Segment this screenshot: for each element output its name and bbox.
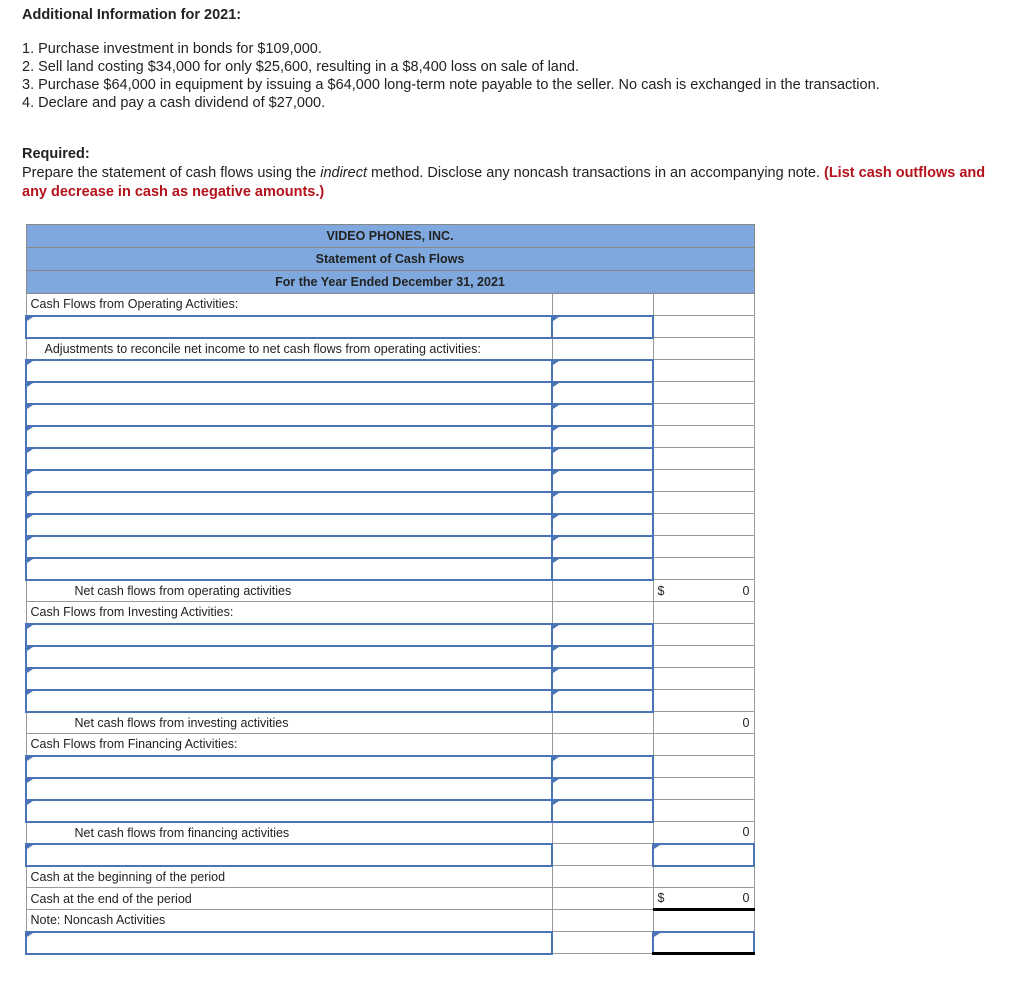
row-label: Cash Flows from Financing Activities:: [26, 734, 552, 756]
info-item: 4. Declare and pay a cash dividend of $27,000.: [22, 95, 326, 111]
empty-cell: [552, 734, 653, 756]
description-input[interactable]: [26, 360, 552, 382]
table-row: [26, 778, 754, 800]
amount-input[interactable]: [552, 646, 653, 668]
description-input[interactable]: [26, 448, 552, 470]
amount-input[interactable]: [552, 778, 653, 800]
row-label: Note: Noncash Activities: [26, 910, 552, 932]
description-input[interactable]: [26, 426, 552, 448]
amount-input[interactable]: [552, 360, 653, 382]
table-row: [26, 624, 754, 646]
description-input[interactable]: [26, 668, 552, 690]
amount: 0: [742, 583, 750, 598]
description-input[interactable]: [26, 514, 552, 536]
row-label: Net cash flows from operating activities: [26, 580, 552, 602]
empty-cell: [653, 426, 754, 448]
amount-input[interactable]: [552, 558, 653, 580]
table-row: [26, 866, 754, 888]
amount-input[interactable]: [552, 426, 653, 448]
empty-cell: [653, 734, 754, 756]
empty-cell: [552, 602, 653, 624]
dollar-sign: $: [657, 583, 665, 598]
table-row: [26, 404, 754, 426]
description-input[interactable]: [26, 624, 552, 646]
required-text-2: method. Disclose any noncash transactions in an accompanying note.: [366, 165, 824, 181]
info-title: Additional Information for 2021:: [22, 7, 242, 23]
empty-cell: [653, 536, 754, 558]
empty-cell: [653, 602, 754, 624]
required-text: Prepare the statement of cash flows using the: [22, 165, 321, 181]
empty-cell: [552, 580, 653, 602]
empty-cell: [653, 866, 754, 888]
amount-input[interactable]: [552, 492, 653, 514]
empty-cell: [653, 514, 754, 536]
description-input[interactable]: [26, 690, 552, 712]
total-input[interactable]: [653, 844, 754, 866]
empty-cell: [653, 624, 754, 646]
empty-cell: [552, 866, 653, 888]
table-row: [26, 602, 754, 624]
description-input[interactable]: [26, 646, 552, 668]
empty-cell: [653, 756, 754, 778]
empty-cell: [552, 294, 653, 316]
row-label: Cash at the beginning of the period: [26, 866, 552, 888]
row-label: Net cash flows from financing activities: [26, 822, 552, 844]
amount-input[interactable]: [552, 382, 653, 404]
empty-cell: [552, 822, 653, 844]
empty-cell: [653, 668, 754, 690]
empty-cell: [653, 338, 754, 360]
description-input[interactable]: [26, 492, 552, 514]
additional-information: [22, 6, 880, 112]
table-row: [26, 888, 754, 910]
table-row: [26, 514, 754, 536]
empty-cell: [653, 448, 754, 470]
amount: 0: [742, 825, 750, 840]
table-row: [26, 932, 754, 954]
amount-input[interactable]: [552, 690, 653, 712]
statement-title: Statement of Cash Flows: [26, 248, 754, 271]
table-row: [26, 668, 754, 690]
row-label: Cash Flows from Operating Activities:: [26, 294, 552, 316]
total-value: [653, 712, 754, 734]
amount-input[interactable]: [552, 756, 653, 778]
empty-cell: [653, 800, 754, 822]
description-input[interactable]: [26, 932, 552, 954]
empty-cell: [653, 470, 754, 492]
total-value: [653, 888, 754, 910]
table-row: [26, 382, 754, 404]
empty-cell: [653, 404, 754, 426]
amount-input[interactable]: [552, 624, 653, 646]
row-label: Net cash flows from investing activities: [26, 712, 552, 734]
row-label: Cash at the end of the period: [26, 888, 552, 910]
empty-cell: [552, 932, 653, 954]
info-item: 3. Purchase $64,000 in equipment by issuing a $64,000 long-term note payable to the seller. No cash is exchanged in the transaction.: [22, 77, 880, 93]
empty-cell: [653, 360, 754, 382]
info-item: 1. Purchase investment in bonds for $109,000.: [22, 41, 322, 57]
row-label: Cash Flows from Investing Activities:: [26, 602, 552, 624]
table-row: [26, 844, 754, 866]
description-input[interactable]: [26, 382, 552, 404]
table-row: [26, 580, 754, 602]
table-row: [26, 492, 754, 514]
dollar-sign: $: [657, 891, 665, 905]
table-row: [26, 800, 754, 822]
table-row: [26, 734, 754, 756]
amount-input[interactable]: [552, 470, 653, 492]
table-row: [26, 360, 754, 382]
description-input[interactable]: [26, 756, 552, 778]
amount-input[interactable]: [552, 668, 653, 690]
amount-input[interactable]: [552, 448, 653, 470]
empty-cell: [653, 316, 754, 338]
required-note: (List cash outflows and any decrease in cash as negative amounts.): [22, 165, 986, 200]
amount-input[interactable]: [552, 514, 653, 536]
amount-input[interactable]: [552, 800, 653, 822]
empty-cell: [552, 338, 653, 360]
total-value: [653, 822, 754, 844]
description-input[interactable]: [26, 316, 552, 338]
required-title: Required:: [22, 146, 90, 162]
required-section: [22, 145, 992, 202]
info-item: 2. Sell land costing $34,000 for only $25,600, resulting in a $8,400 loss on sale of land.: [22, 59, 580, 75]
table-row: [26, 536, 754, 558]
table-row: [26, 756, 754, 778]
row-label: Adjustments to reconcile net income to net cash flows from operating activities:: [26, 338, 552, 360]
empty-cell: [653, 558, 754, 580]
table-row: [26, 316, 754, 338]
total-input[interactable]: [653, 932, 754, 954]
empty-cell: [552, 888, 653, 910]
empty-cell: [653, 910, 754, 932]
description-input[interactable]: [26, 844, 552, 866]
amount-input[interactable]: [552, 316, 653, 338]
empty-cell: [552, 712, 653, 734]
table-row: [26, 470, 754, 492]
table-row: [26, 822, 754, 844]
company-name: VIDEO PHONES, INC.: [26, 225, 754, 248]
description-input[interactable]: [26, 558, 552, 580]
total-value: [653, 580, 754, 602]
table-row: [26, 558, 754, 580]
table-row: [26, 690, 754, 712]
empty-cell: [653, 492, 754, 514]
description-input[interactable]: [26, 470, 552, 492]
amount-input[interactable]: [552, 536, 653, 558]
empty-cell: [653, 778, 754, 800]
required-method: indirect: [320, 165, 367, 181]
empty-cell: [653, 690, 754, 712]
table-row: [26, 712, 754, 734]
amount: 0: [742, 715, 750, 730]
empty-cell: [653, 382, 754, 404]
statement-period: For the Year Ended December 31, 2021: [26, 271, 754, 294]
empty-cell: [653, 294, 754, 316]
table-row: [26, 294, 754, 316]
table-row: [26, 646, 754, 668]
amount: 0: [742, 891, 750, 905]
description-input[interactable]: [26, 404, 552, 426]
description-input[interactable]: [26, 800, 552, 822]
table-row: [26, 338, 754, 360]
amount-input[interactable]: [552, 404, 653, 426]
table-row: [26, 910, 754, 932]
description-input[interactable]: [26, 778, 552, 800]
empty-cell: [653, 646, 754, 668]
cash-flow-statement: [25, 224, 755, 955]
table-row: [26, 426, 754, 448]
empty-cell: [552, 910, 653, 932]
empty-cell: [552, 844, 653, 866]
description-input[interactable]: [26, 536, 552, 558]
table-row: [26, 448, 754, 470]
